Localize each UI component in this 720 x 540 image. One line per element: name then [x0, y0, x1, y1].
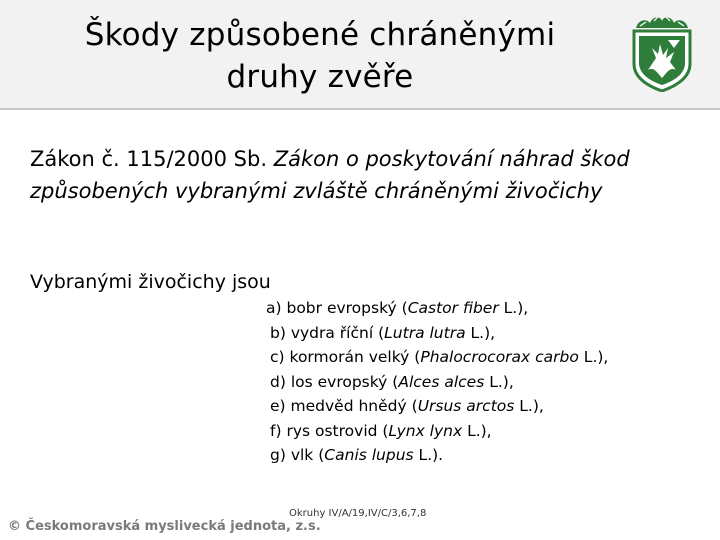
- scientific-name: Phalocrocorax carbo: [420, 348, 579, 366]
- common-name: medvěd hnědý: [290, 397, 407, 415]
- paren: (: [382, 421, 389, 440]
- scientific-name: Ursus arctos: [417, 397, 515, 415]
- paren: (: [378, 323, 385, 342]
- list-item: [266, 296, 706, 321]
- title-line-2: druhy zvěře: [226, 59, 414, 95]
- list-marker: e): [270, 397, 286, 415]
- scientific-name: Lutra lutra: [384, 323, 466, 342]
- common-name: vlk: [290, 446, 314, 464]
- common-name: los evropský: [290, 372, 388, 391]
- list-marker: b): [270, 323, 286, 342]
- list-item: [266, 321, 706, 346]
- topics-footnote: Okruhy IV/A/19,IV/C/3,6,7,8: [289, 508, 427, 519]
- authority: L.),: [498, 299, 529, 317]
- authority: L.),: [465, 323, 496, 342]
- hunting-association-deer-emblem-icon: [628, 14, 696, 92]
- authority: L.),: [484, 372, 514, 391]
- paren: (: [318, 446, 325, 464]
- list-item: [266, 345, 706, 370]
- list-item: [266, 419, 706, 444]
- page-title: [40, 14, 600, 98]
- authority: L.).: [413, 446, 444, 464]
- paren: (: [414, 348, 421, 366]
- law-statement: [30, 143, 670, 207]
- paren: (: [392, 372, 399, 391]
- copyright-notice: © Českomoravská myslivecká jednota, z.s.: [8, 519, 321, 534]
- scientific-name: Canis lupus: [324, 446, 414, 464]
- common-name: vydra říční: [290, 323, 374, 342]
- list-item: [266, 370, 706, 395]
- list-item: [266, 443, 706, 468]
- common-name: rys ostrovid: [286, 421, 378, 440]
- animals-list: [266, 296, 706, 468]
- list-marker: d): [270, 372, 286, 391]
- list-marker: c): [270, 348, 285, 366]
- scientific-name: Alces alces: [398, 372, 485, 391]
- animals-heading: Vybranými živočichy jsou: [30, 271, 271, 293]
- common-name: kormorán velký: [289, 348, 410, 366]
- list-marker: a): [266, 299, 282, 317]
- list-item: [266, 394, 706, 419]
- scientific-name: Castor fiber: [407, 299, 499, 317]
- list-marker: f): [270, 421, 282, 440]
- authority: L.),: [514, 397, 544, 415]
- paren: (: [401, 299, 408, 317]
- list-marker: g): [270, 446, 286, 464]
- law-reference: Zákon č. 115/2000 Sb.: [30, 147, 268, 171]
- authority: L.),: [462, 421, 492, 440]
- scientific-name: Lynx lynx: [388, 421, 463, 440]
- law-name: Zákon o poskytování náhrad škod způsobených vybranými zvláště chráněnými živočichy: [30, 147, 630, 203]
- common-name: bobr evropský: [286, 299, 397, 317]
- authority: L.),: [578, 348, 609, 366]
- title-line-1: Škody způsobené chráněnými: [84, 17, 556, 53]
- paren: (: [411, 397, 418, 415]
